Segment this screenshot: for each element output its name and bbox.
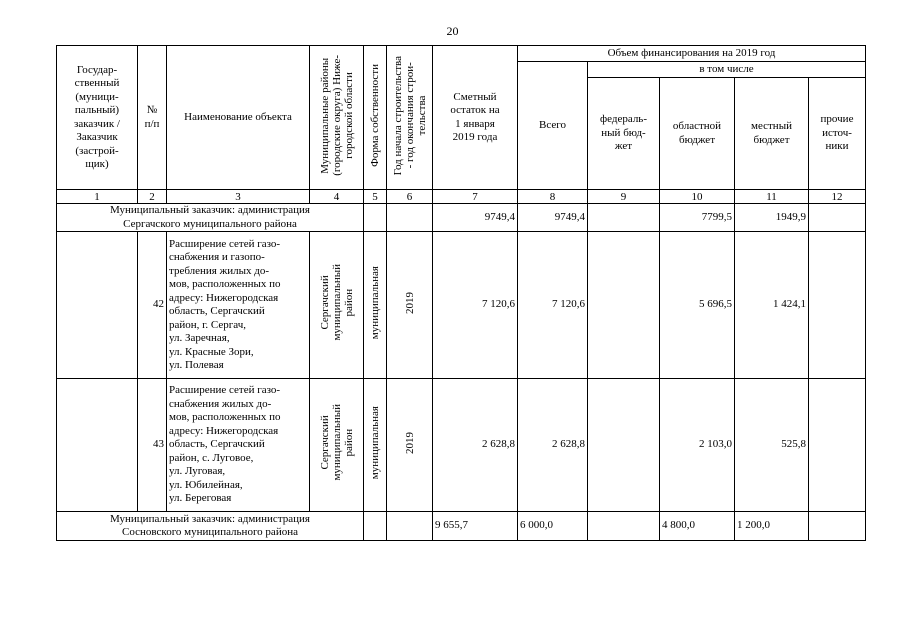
row-years-text: 2019	[403, 291, 416, 314]
header-years	[387, 46, 433, 190]
row-years	[387, 379, 433, 512]
financing-table	[56, 45, 866, 541]
section-empty-cell	[364, 204, 387, 232]
row-ownership	[364, 232, 387, 379]
row-district	[310, 379, 364, 512]
section-total: 6 000,0	[518, 512, 588, 541]
row-number: 42	[138, 232, 167, 379]
row-district-text: Сергачский муниципальный район	[318, 264, 355, 342]
row-object-name: Расширение сетей газо- снабжения и газопо- требления жилых до- мов, расположенных по адресу: Нижегородская область, Сергачский район, г. Сергач, ул. Заречная, ул. Красные Зори, ул. Полевая	[167, 232, 310, 379]
row-number: 43	[138, 379, 167, 512]
row-balance: 7 120,6	[433, 232, 518, 379]
header-years-text: Год начала строительства - год окончания строи- тельства	[391, 55, 428, 175]
header-ownership-text: Форма собственности	[369, 63, 381, 167]
column-number: 3	[167, 190, 310, 204]
header-other: прочие источ- ники	[809, 78, 866, 190]
header-object-name: Наименование объекта	[167, 46, 310, 190]
section-local: 1949,9	[735, 204, 809, 232]
column-number: 1	[57, 190, 138, 204]
section-row	[57, 204, 866, 232]
row-balance: 2 628,8	[433, 379, 518, 512]
column-number: 11	[735, 190, 809, 204]
table-row	[57, 232, 866, 379]
section-balance: 9749,4	[433, 204, 518, 232]
header-federal: федераль- ный бюд- жет	[588, 78, 660, 190]
row-customer-cell	[57, 232, 138, 379]
section-balance: 9 655,7	[433, 512, 518, 541]
row-customer-cell	[57, 379, 138, 512]
section-local: 1 200,0	[735, 512, 809, 541]
row-ownership-text: муниципальная	[369, 406, 381, 480]
row-other	[809, 379, 866, 512]
section-other	[809, 204, 866, 232]
section-federal	[588, 512, 660, 541]
header-customer: Государ- ственный (муници- пальный) заказчик / Заказчик (застрой- щик)	[57, 46, 138, 190]
header-district	[310, 46, 364, 190]
row-object-name: Расширение сетей газо- снабжения жилых до- мов, расположенных по адресу: Нижегородская область, Сергачский район, с. Луговое, ул. Луговая, ул. Юбилейная, ул. Береговая	[167, 379, 310, 512]
row-regional: 2 103,0	[660, 379, 735, 512]
row-district-text: Сергачский муниципальный район	[318, 404, 355, 482]
header-ownership	[364, 46, 387, 190]
column-number: 9	[588, 190, 660, 204]
column-number: 8	[518, 190, 588, 204]
column-number: 2	[138, 190, 167, 204]
section-customer: Муниципальный заказчик: администрация Сосновского муниципального района	[57, 512, 364, 541]
section-other	[809, 512, 866, 541]
section-customer: Муниципальный заказчик: администрация Сергачского муниципального района	[57, 204, 364, 232]
section-regional: 7799,5	[660, 204, 735, 232]
header-regional: областной бюджет	[660, 78, 735, 190]
section-federal	[588, 204, 660, 232]
column-number: 10	[660, 190, 735, 204]
page-number: 20	[446, 24, 459, 38]
row-federal	[588, 232, 660, 379]
section-empty-cell	[387, 512, 433, 541]
header-local: местный бюджет	[735, 78, 809, 190]
row-years	[387, 232, 433, 379]
header-total: Всего	[518, 62, 588, 190]
table-row	[57, 379, 866, 512]
column-number: 4	[310, 190, 364, 204]
header-district-text: Муниципальные районы (городские округа) Ниже- городской области	[318, 54, 355, 176]
row-total: 2 628,8	[518, 379, 588, 512]
row-other	[809, 232, 866, 379]
row-ownership	[364, 379, 387, 512]
row-local: 1 424,1	[735, 232, 809, 379]
section-row	[57, 512, 866, 541]
header-funding-group: Объем финансирования на 2019 год	[518, 46, 866, 62]
row-local: 525,8	[735, 379, 809, 512]
column-number: 12	[809, 190, 866, 204]
row-ownership-text: муниципальная	[369, 266, 381, 340]
row-years-text: 2019	[403, 431, 416, 454]
row-federal	[588, 379, 660, 512]
column-number: 5	[364, 190, 387, 204]
column-number: 6	[387, 190, 433, 204]
section-regional: 4 800,0	[660, 512, 735, 541]
row-district	[310, 232, 364, 379]
header-including: в том числе	[588, 62, 866, 78]
section-empty-cell	[387, 204, 433, 232]
column-number-row	[57, 190, 866, 204]
row-regional: 5 696,5	[660, 232, 735, 379]
section-total: 9749,4	[518, 204, 588, 232]
column-number: 7	[433, 190, 518, 204]
section-empty-cell	[364, 512, 387, 541]
header-estimated-balance: Сметный остаток на 1 января 2019 года	[433, 46, 518, 190]
row-total: 7 120,6	[518, 232, 588, 379]
header-number: № п/п	[138, 46, 167, 190]
